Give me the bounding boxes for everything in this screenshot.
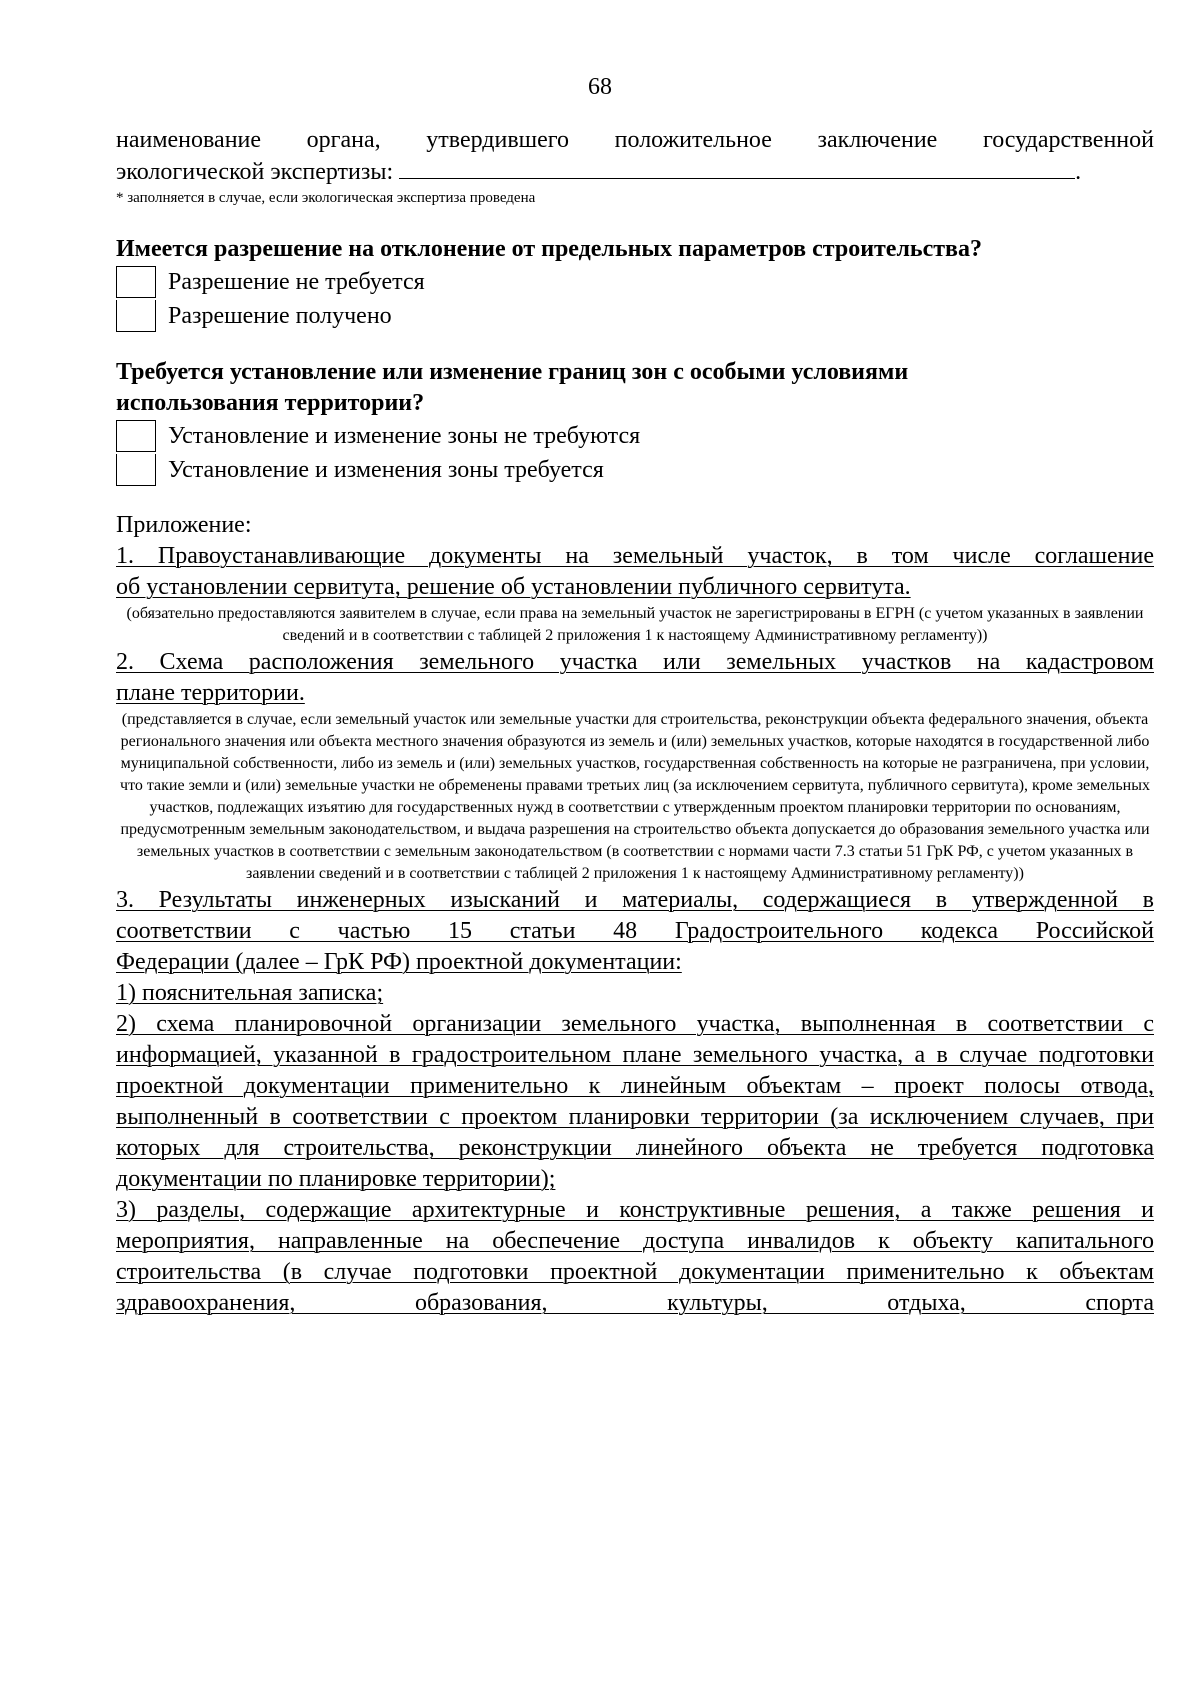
intro-block [116, 125, 1154, 208]
checkbox-permission-received[interactable] [116, 300, 156, 332]
attachment-1-line-2: об установлении сервитута, решение об установлении публичного сервитута. [116, 574, 911, 600]
option-label: Разрешение получено [168, 302, 392, 329]
permission-question: Имеется разрешение на отклонение от предельных параметров строительства? [116, 236, 983, 262]
attachment-3-line-1: 3. Результаты инженерных изысканий и материалы, содержащиеся в утвержденной в [116, 887, 1154, 913]
attachment-1-note: (обязательно предоставляются заявителем в случае, если права на земельный участок не зарегистрированы в ЕГРН (с учетом указанных в заявлении сведений и в соответствии с таблицей 2 приложения 1 к настоящему Административному регламенту)) [126, 605, 1144, 644]
option-zones-required [116, 453, 1154, 487]
option-zones-not-required [116, 419, 1154, 453]
checkbox-zones-required[interactable] [116, 454, 156, 486]
intro-line-1: наименование органа, утвердившего положительное заключение государственной [116, 127, 1154, 153]
option-label: Установление и изменение зоны не требуются [168, 422, 641, 449]
option-permission-not-required [116, 265, 1154, 299]
attachment-3-sub-2: 2) схема планировочной организации земельного участка, выполненная в соответствии с информацией, указанной в градостроительном плане земельного участка, а в случае подготовки проектной документации применительно к линейным объектам – проект полосы отвода, выполненный в соответствии с проектом планировки территории (за исключением случаев, при которых для строительства, реконструкции линейного объекта не требуется подготовка документации по планировке территории); [116, 1011, 1154, 1192]
attachment-2-note: (представляется в случае, если земельный участок или земельные участки для строительства, реконструкции объекта федерального значения, объекта регионального значения или объекта местного значения образуются из земель и (или) земельных участков, которые находятся в государственной либо муниципальной собственности, либо из земель и (или) земельных участков, государственная собственность на которые не разграничена, при условии, что такие земли и (или) земельные участки не обременены правами третьих лиц (за исключением сервитута, публичного сервитута), кроме земельных участков, подлежащих изъятию для государственных нужд в соответствии с утвержденным проектом планировки территории по основаниям, предусмотренным земельным законодательством, и выдача разрешения на строительство объекта допускается до образования земельного участка или земельных участков в соответствии с земельным законодательством (в соответствии с нормами части 7.3 статьи 51 ГрК РФ, с учетом указанных в заявлении сведений и в соответствии с таблицей 2 приложения 1 к настоящему Административному регламенту)) [120, 711, 1150, 882]
section-zones [116, 357, 1154, 487]
attachment-2-line-2: плане территории. [116, 680, 305, 706]
attachments-section [116, 510, 1154, 1319]
option-label: Установление и изменения зоны требуется [168, 456, 604, 483]
checkbox-permission-not-required[interactable] [116, 266, 156, 298]
option-permission-received [116, 299, 1154, 333]
checkbox-zones-not-required[interactable] [116, 420, 156, 452]
section-permission [116, 234, 1154, 333]
attachment-1-line-1: 1. Правоустанавливающие документы на земельный участок, в том числе соглашение [116, 543, 1154, 569]
attachment-2-line-1: 2. Схема расположения земельного участка или земельных участков на кадастровом [116, 649, 1154, 675]
intro-line-2-text: экологической экспертизы: [116, 159, 394, 185]
attachment-3-line-3: Федерации (далее – ГрК РФ) проектной документации: [116, 949, 682, 975]
zones-question-line-1: Требуется установление или изменение границ зон с особыми условиями [116, 359, 909, 385]
attachment-3-sub-1: 1) пояснительная записка; [116, 980, 384, 1006]
option-label: Разрешение не требуется [168, 268, 425, 295]
intro-blank-field[interactable] [399, 156, 1075, 179]
attachment-3-sub-3: 3) разделы, содержащие архитектурные и конструктивные решения, а также решения и мероприятия, направленные на обеспечение доступа инвалидов к объекту капитального строительства (в случае подготовки проектной документации применительно к объектам здравоохранения, образования, культуры, отдыха, спорта [116, 1197, 1154, 1316]
page-number: 68 [588, 74, 612, 100]
attachment-3-line-2: соответствии с частью 15 статьи 48 Градостроительного кодекса Российской [116, 918, 1154, 944]
intro-period: . [1075, 159, 1082, 185]
attachments-title: Приложение: [116, 512, 252, 538]
intro-footnote: * заполняется в случае, если экологическая экспертиза проведена [116, 190, 536, 206]
intro-line-2 [116, 156, 1154, 188]
zones-question-line-2: использования территории? [116, 390, 425, 416]
